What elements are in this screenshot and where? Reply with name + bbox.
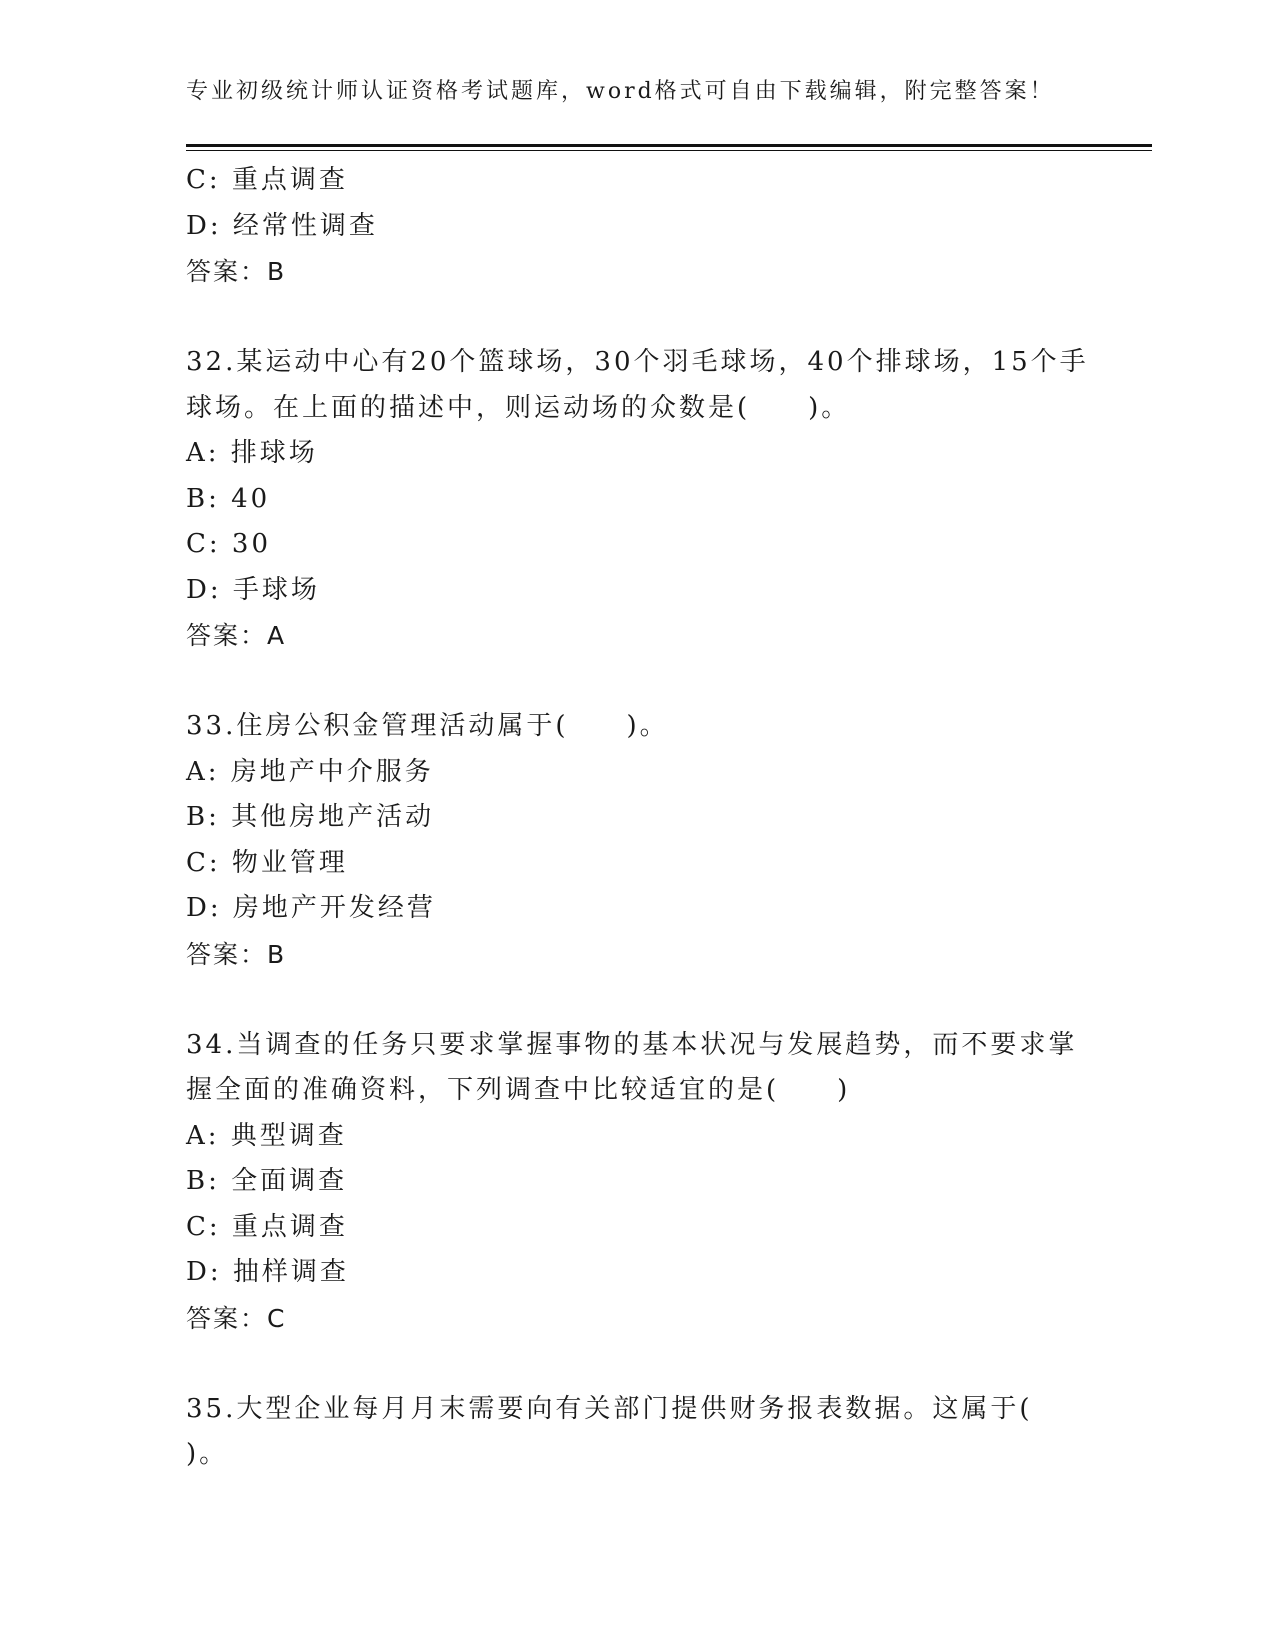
answer-line: 答案：B [186, 257, 287, 286]
page-header: 专业初级统计师认证资格考试题库，word格式可自由下载编辑，附完整答案！ [186, 79, 1055, 104]
header-rule-thin [186, 150, 1152, 151]
option-c: C: 30 [186, 529, 272, 559]
answer-line: 答案：C [186, 1303, 287, 1333]
question-stem-line: 34.当调查的任务只要求掌握事物的基本状况与发展趋势，而不要求掌 [186, 1029, 1078, 1060]
option-c: C: 物业管理 [186, 847, 348, 878]
option-d: D: 经常性调查 [186, 210, 378, 241]
question-stem-line: 35.大型企业每月月末需要向有关部门提供财务报表数据。这属于( [186, 1393, 1033, 1424]
option-d: D: 手球场 [186, 574, 320, 605]
answer-line: 答案：A [186, 621, 287, 650]
question-stem-line: 32.某运动中心有20个篮球场，30个羽毛球场，40个排球场，15个手 [186, 347, 1089, 377]
continued-question [186, 158, 1086, 295]
header-rule-thick [186, 144, 1152, 147]
question-stem-line: 33.住房公积金管理活动属于( )。 [186, 711, 669, 741]
option-c: C: 重点调查 [186, 1211, 348, 1242]
answer-line: 答案：B [186, 939, 287, 969]
option-a: A: 典型调查 [186, 1120, 347, 1151]
option-d: D: 抽样调查 [186, 1257, 349, 1287]
question-34 [186, 1023, 1086, 1342]
question-stem-line: 球场。在上面的描述中，则运动场的众数是( )。 [186, 392, 851, 423]
question-33 [186, 704, 1086, 977]
option-c: C: 重点调查 [186, 165, 348, 195]
option-b: B: 其他房地产活动 [186, 802, 435, 832]
question-stem-line: 握全面的准确资料，下列调查中比较适宜的是( ) [186, 1075, 851, 1105]
option-b: B: 全面调查 [186, 1166, 348, 1196]
question-content [186, 158, 1089, 1478]
option-a: A: 房地产中介服务 [186, 756, 434, 787]
option-d: D: 房地产开发经营 [186, 893, 436, 923]
question-35 [186, 1387, 1086, 1478]
question-stem-line: )。 [186, 1439, 229, 1469]
question-32 [186, 340, 1089, 659]
option-a: A: 排球场 [186, 438, 318, 468]
option-b: B: 40 [186, 483, 271, 514]
